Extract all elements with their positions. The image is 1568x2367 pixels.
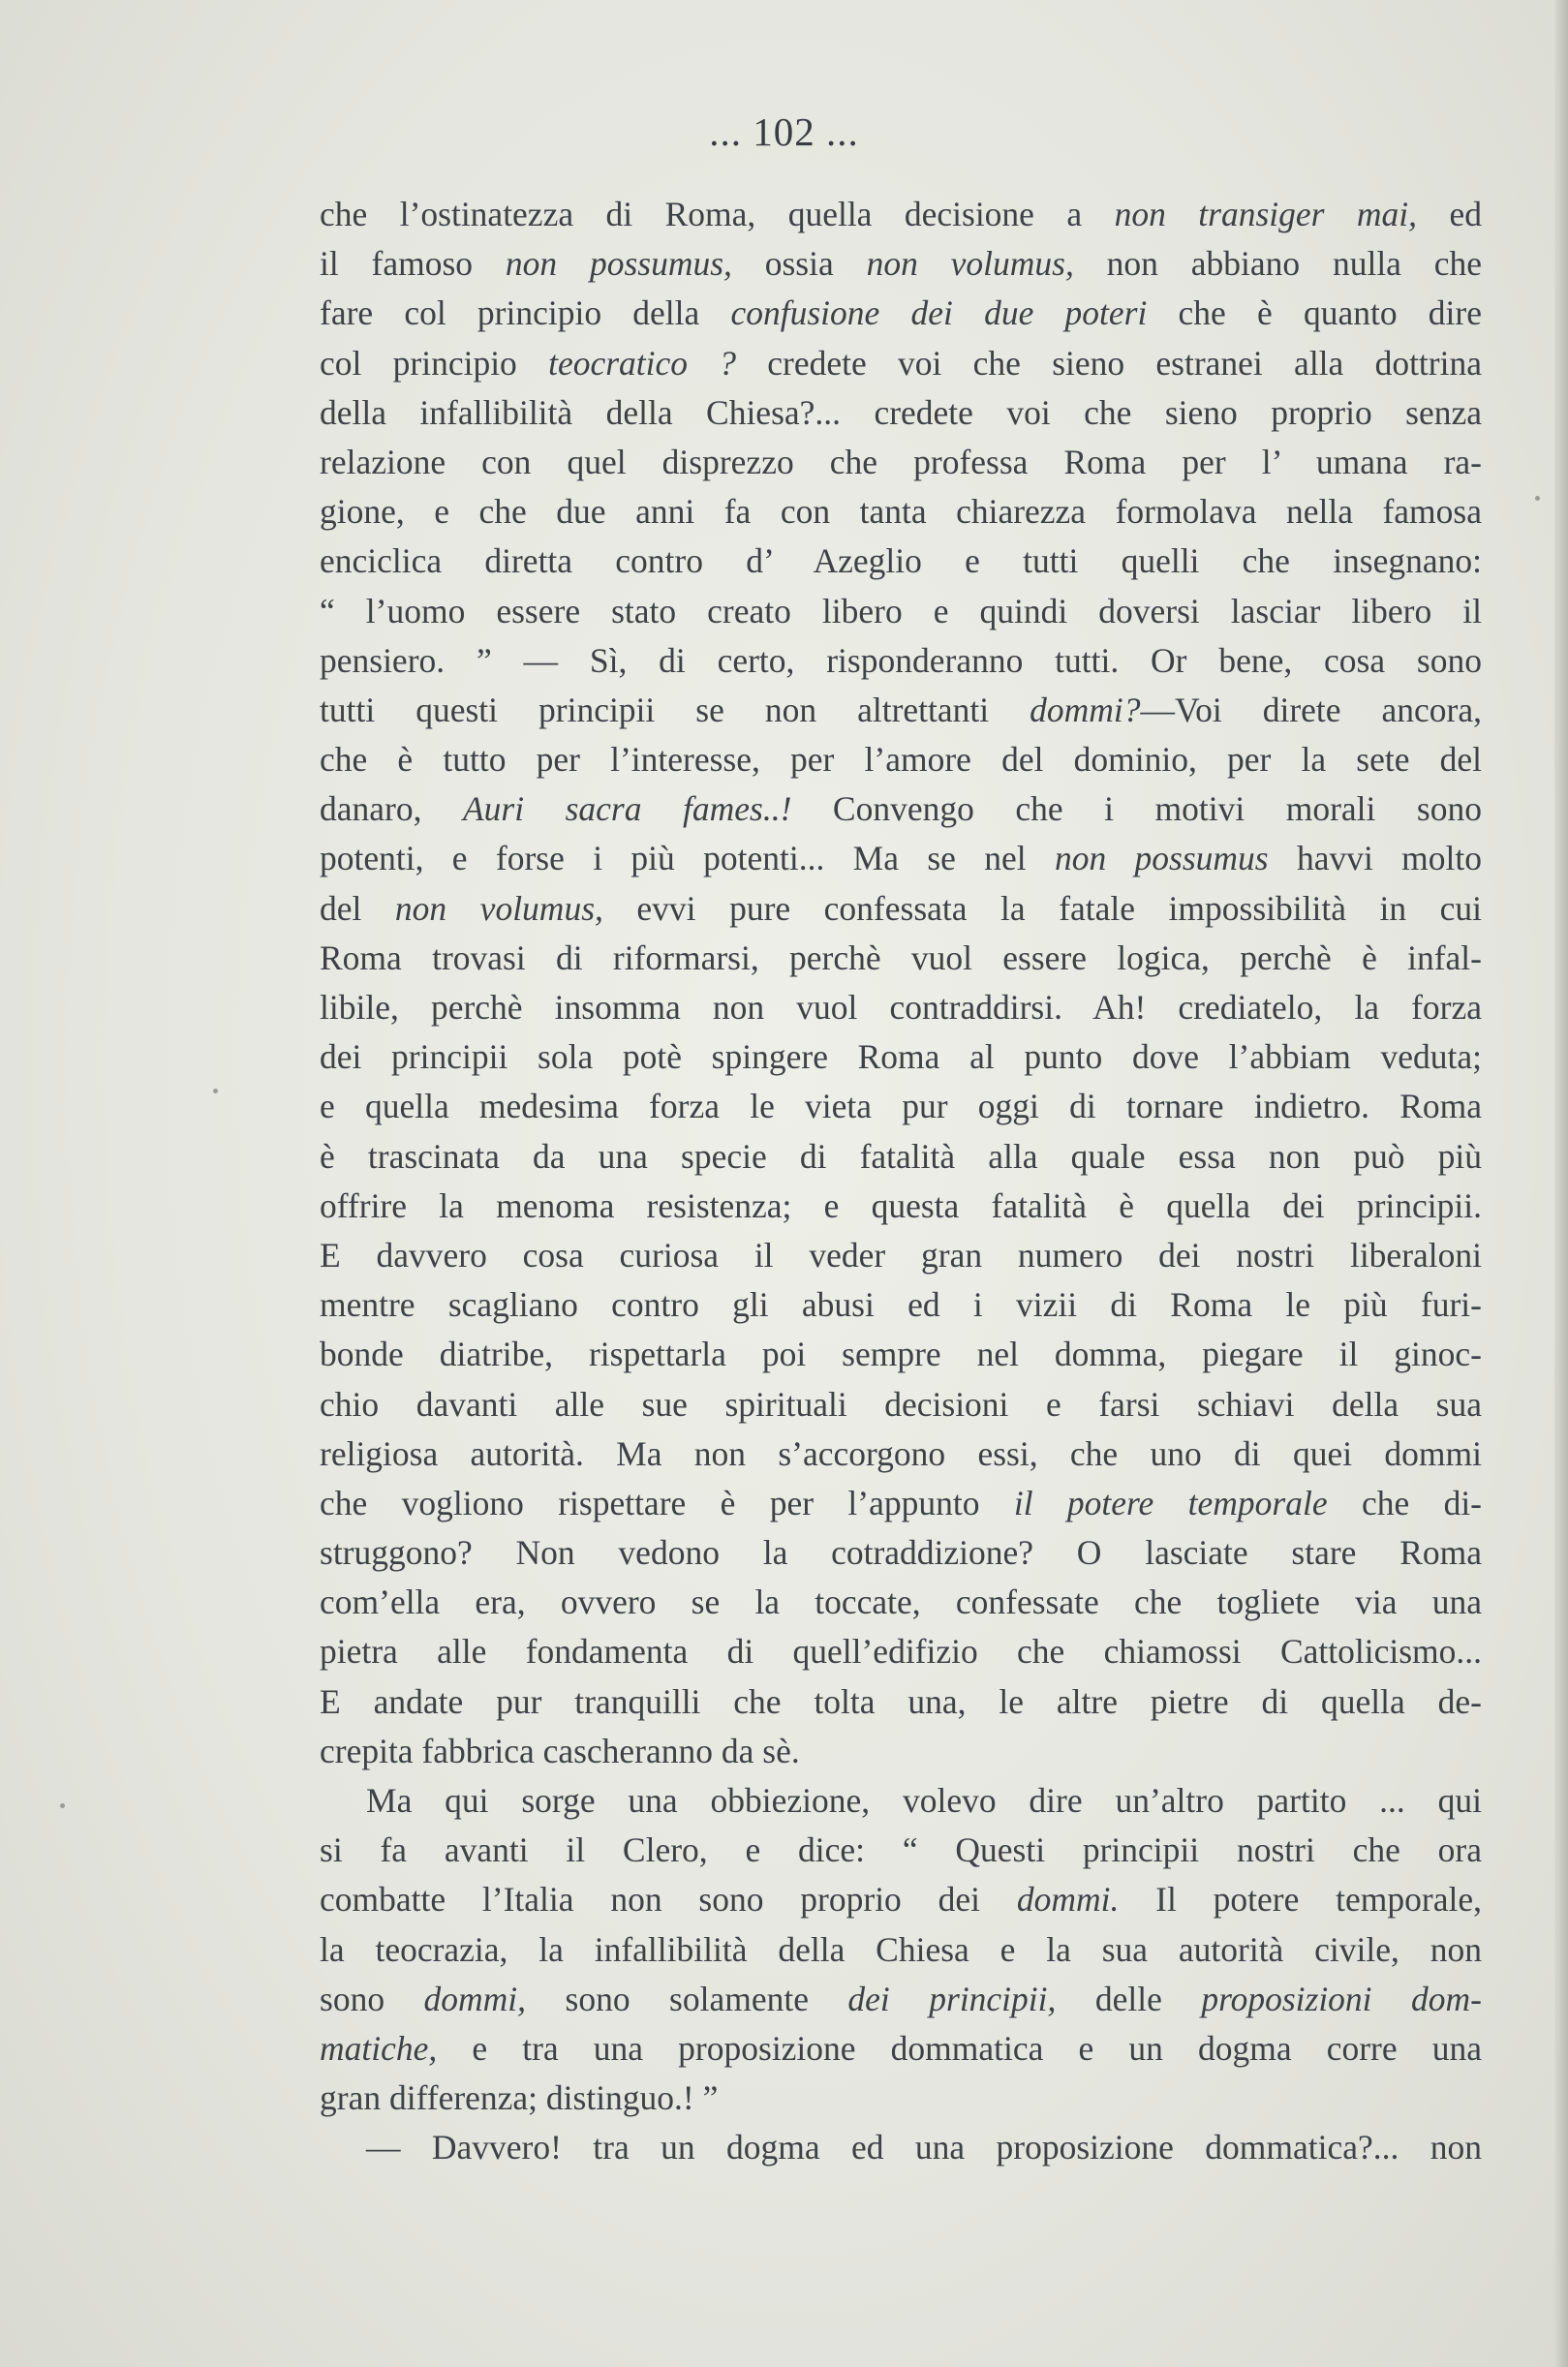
text-run: relazione con quel disprezzo che professa Roma per l’ umana ra- [320,442,1482,481]
text-line [320,1875,1482,1924]
text-run: che è tutto per l’interesse, per l’amore del dominio, per la sete del [320,740,1482,780]
text-run: è trascinata da una specie di fatalità alla quale essa non può più [320,1136,1482,1176]
italic-text: non transiger mai, [1114,195,1418,233]
text-run: E andate pur tranquilli che tolta una, le altre pietre di quella de- [320,1681,1482,1721]
text-line [320,1231,1482,1280]
text-line [320,239,1482,289]
text-run: Ma qui sorge una obbiezione, volevo dire un’altro partito ... qui [366,1781,1482,1820]
text-run: struggono? Non vedono la cotraddizione? O lasciate stare Roma [320,1533,1482,1573]
text-run: E davvero cosa curiosa il veder gran numero dei nostri liberaloni [320,1235,1482,1275]
italic-text: matiche, [320,2028,438,2068]
text-line [320,1032,1482,1082]
italic-text: Auri sacra fames..! [462,789,792,829]
text-line [320,1627,1482,1676]
text-line [320,1132,1482,1182]
text-run: credete voi che sieno estranei alla dottrina [736,343,1482,383]
italic-text: non volumus, [394,888,603,928]
italic-text: non possumus, [505,244,732,284]
text-run: combatte l’Italia non sono proprio dei [320,1880,1017,1920]
text-run: gran differenza; distinguo.! ” [320,2078,719,2118]
text-line [320,1677,1482,1727]
text-run: ed [1417,195,1482,233]
text-run: la teocrazia, la infallibilità della Chiesa e la sua autorità civile, non [320,1929,1482,1969]
text-run: crepita fabbrica cascheranno da sè. [320,1731,800,1770]
italic-text: dommi, [423,1979,527,2018]
text-line [320,1727,1482,1776]
text-line [320,1776,1482,1826]
text-line [320,2074,1482,2123]
text-run: religiosa autorità. Ma non s’accorgono essi, che uno di quei dommi [320,1433,1482,1473]
text-run: non abbiano nulla che [1073,244,1483,284]
italic-text: non volumus, [866,244,1074,284]
text-run: offrire la menoma resistenza; e questa fatalità è quella dei principii. [320,1185,1482,1225]
text-line [320,1578,1482,1627]
text-line [320,735,1482,784]
italic-text: il potere temporale [1013,1483,1328,1522]
text-run: libile, perchè insomma non vuol contraddirsi. Ah! crediatelo, la forza [320,988,1482,1027]
text-run: pensiero. ” — Sì, di certo, risponderanno tutti. Or bene, cosa sono [320,640,1482,680]
text-line [320,1429,1482,1479]
text-run: tutti questi principii se non altrettanti [320,690,1030,729]
text-line [320,1528,1482,1578]
italic-text: proposizioni dom- [1201,1979,1482,2018]
text-line [320,636,1482,686]
italic-text: confusione dei due poteri [730,293,1148,333]
text-line [320,1380,1482,1429]
text-run: si fa avanti il Clero, e dice: “ Questi principii nostri che ora [320,1830,1482,1870]
text-run: potenti, e forse i più potenti... Ma se nel [320,839,1055,878]
text-line [320,1330,1482,1379]
text-run: — Davvero! tra un dogma ed una proposizione dommatica?... non [366,2128,1482,2167]
text-run: il famoso [320,244,506,284]
text-run: e tra una proposizione dommatica e un dogma corre una [437,2028,1482,2068]
text-line [320,1826,1482,1875]
text-run: che vogliono rispettare è per l’appunto [320,1483,1014,1522]
italic-text: dei principii, [847,1979,1057,2018]
text-run: Convengo che i motivi morali sono [791,789,1482,829]
text-run: fare col principio della [320,293,731,333]
text-line [320,1479,1482,1528]
text-line [320,438,1482,487]
text-line [320,537,1482,586]
text-run: ossia [731,244,867,284]
text-run: —Voi direte ancora, [1140,690,1483,729]
text-run: del [320,888,395,928]
ink-speck [1535,496,1540,501]
text-run: Roma trovasi di riformarsi, perchè vuol essere logica, perchè è infal- [320,938,1482,977]
text-line [320,686,1482,735]
ink-speck [60,1803,65,1808]
text-line [320,339,1482,388]
italic-text: teocratico ? [548,343,737,383]
text-run: pietra alle fondamenta di quell’edifizio che chiamossi Cattolicismo... [320,1632,1482,1672]
text-line [320,1280,1482,1330]
text-line [320,1925,1482,1975]
text-run: enciclica diretta contro d’ Azeglio e tutti quelli che insegnano: [320,541,1482,581]
text-line [320,1082,1482,1131]
text-line [320,834,1482,883]
text-line [320,784,1482,834]
text-run: che è quanto dire [1147,293,1482,333]
text-line [320,2024,1482,2074]
text-run: sono solamente [526,1979,848,2018]
text-line [320,1975,1482,2024]
text-run: che di- [1327,1483,1483,1522]
text-run: col principio [320,343,549,383]
text-run: danaro, [320,789,463,829]
text-run: mentre scagliano contro gli abusi ed i vizii di Roma le più furi- [320,1285,1482,1325]
italic-text: dommi. [1016,1880,1120,1920]
text-run: havvi molto [1268,839,1482,878]
text-run: “ l’uomo essere stato creato libero e quindi doversi lasciar libero il [320,591,1482,630]
text-line [320,289,1482,338]
text-run: bonde diatribe, rispettarla poi sempre nel domma, piegare il ginoc- [320,1335,1482,1374]
page-edge-shadow [1554,0,1568,2367]
text-run: delle [1056,1979,1202,2018]
text-line [320,487,1482,537]
text-run: sono [320,1979,424,2018]
text-run: Il potere temporale, [1119,1880,1482,1920]
body-text [320,190,1482,2173]
italic-text: non possumus [1054,839,1269,878]
text-line [320,2123,1482,2172]
page-number: ... 102 ... [709,109,859,154]
text-run: gione, e che due anni fa con tanta chiarezza formolava nella famosa [320,492,1482,532]
text-line [320,587,1482,636]
text-run: e quella medesima forza le vieta pur oggi di tornare indietro. Roma [320,1087,1482,1126]
text-run: che l’ostinatezza di Roma, quella decisione a [320,195,1115,233]
text-line [320,983,1482,1032]
text-run: evvi pure confessata la fatale impossibilità in cui [602,888,1483,928]
text-run: chio davanti alle sue spirituali decisioni e farsi schiavi della sua [320,1384,1482,1424]
italic-text: dommi? [1030,690,1141,729]
text-run: com’ella era, ovvero se la toccate, confessate che togliete via una [320,1583,1482,1622]
text-line [320,190,1482,239]
text-line [320,884,1482,934]
text-line [320,1182,1482,1231]
text-line [320,388,1482,438]
text-line [320,934,1482,983]
text-run: della infallibilità della Chiesa?... credete voi che sieno proprio senza [320,392,1482,432]
ink-speck [213,1089,218,1093]
text-run: dei principii sola potè spingere Roma al punto dove l’abbiam veduta; [320,1037,1482,1077]
